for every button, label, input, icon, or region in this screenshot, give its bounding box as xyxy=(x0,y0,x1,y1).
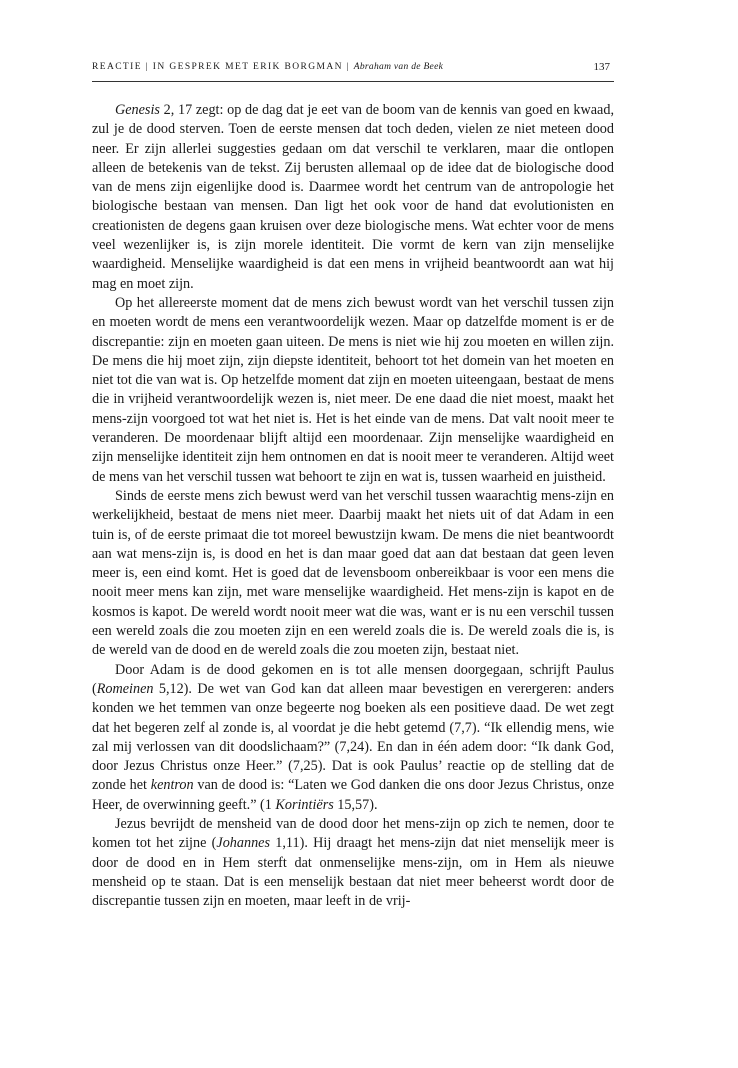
paragraph xyxy=(92,661,614,815)
paragraph xyxy=(92,294,614,487)
text-run: 5,12). De wet van God kan dat alleen maar bevestigen en verergeren: anders konden we het temmen van onze begeerte nog boeken als een positieve daad. De wet zegt dat het begeren zelf al zonde is, al voordat je die hebt getemd (7,7). “Ik ellendig mens, wie zal mij verlossen van dit doodslichaam?” (7,24). En dan in één adem door: “Ik dank God, door Jezus Christus onze Heer.” (7,25). Dat is ook Paulus’ reactie op de stelling dat de zonde het xyxy=(92,680,614,794)
running-head xyxy=(92,62,443,72)
paragraph xyxy=(92,487,614,661)
running-title: REACTIE | IN GESPREK MET ERIK BORGMAN | xyxy=(92,62,350,72)
text-run: 1,11). Hij draagt het mens-zijn dat niet menselijk meer is door de dood en in Hem sterft dat onmenselijke mens-zijn, om in Hem als nieuwe mensheid op te staan. Dat is een menselijk bestaan dat niet meer beheerst wordt door de discrepantie tussen zijn en moeten, maar leeft in de vrij- xyxy=(92,835,614,910)
text-run: 15,57). xyxy=(333,796,378,813)
italic-run: kentron xyxy=(150,777,194,794)
text-run: 2, 17 zegt: op de dag dat je eet van de boom van de kennis van goed en kwaad, zul je de dood sterven. Toen de eerste mensen dat toch deden, vielen ze niet meteen dood neer. Er zijn allerlei suggesties gedaan om dat verschil te verklaren, maar die ontlopen alleen de betekenis van de tekst. Zij berusten allemaal op de idee dat de biologische dood van de mens zijn eigenlijke dood is. Daarmee wordt het centrum van de antropologie het biologische bestaan van mensen. Dan ligt het ook voor de hand dat evolutionisten en creationisten de degens gaan kruisen over deze biologische mens. Wat echter voor de mens veel wezenlijker is, is zijn morele identiteit. Die vormt de kern van zijn menselijke waardigheid. Menselijke waardigheid is dat een mens in vrijheid beantwoordt aan wat hij mag en moet zijn. xyxy=(92,102,614,292)
paragraph xyxy=(92,815,614,911)
page-number: 137 xyxy=(593,61,610,73)
page-header xyxy=(92,62,614,78)
header-rule xyxy=(92,81,614,82)
italic-run: Genesis xyxy=(115,102,160,118)
body-text xyxy=(92,101,614,911)
running-head-author: Abraham van de Beek xyxy=(353,62,444,72)
text-run: Op het allereerste moment dat de mens zich bewust wordt van het verschil tussen zijn en moeten wordt de mens een verantwoordelijk wezen. Maar op datzelfde moment is er de discrepantie: zijn en moeten gaan uiteen. De mens is niet wie hij zou moeten en willen zijn. De mens die hij moet zijn, zijn diepste identiteit, behoort tot het domein van het moeten en niet tot die van wat is. Op hetzelfde moment dat zijn en moeten uiteengaan, bestaat de mens die in vrijheid verantwoordelijk wezen is, niet meer. De ene daad die niet moest, maakt het mens-zijn voorgoed tot wat het niet is. Het is het einde van de mens. Dat valt nooit meer te veranderen. De moordenaar blijft altijd een moordenaar. Zijn menselijke waardigheid en zijn menselijke identiteit zijn hem ontnomen en dat is nooit meer te veranderen. Altijd weet de mens van het verschil tussen wat behoort te zijn en wat is, tussen waarheid en juistheid. xyxy=(92,294,614,485)
text-run: Jezus bevrijdt de mensheid van de dood door het mens-zijn op zich te nemen, door te komen tot het zijne ( xyxy=(92,815,614,852)
text-run: Sinds de eerste mens zich bewust werd van het verschil tussen waarachtig mens-zijn en werkelijkheid, bestaat de mens niet meer. Daarbij maakt het niets uit of dat Adam in een tuin is, of de eerste primaat die tot moreel bewustzijn kwam. De mens die niet beantwoordt aan wat mens-zijn is, is dood en het is dan maar goed dat aan dat bestaan dat geen leven meer is, een eind komt. Het is goed dat de levensboom onbereikbaar is voor een mens die nooit meer mens kan zijn, met ware menselijke waardigheid. Het mens-zijn is kapot en de kosmos is kapot. De wereld wordt nooit meer wat die was, want er is nu een verschil tussen een wereld zoals die zou moeten zijn en een wereld zoals die is. De wereld zoals die is, is de wereld van de dood en de wereld zoals die zou moeten zijn, bestaat niet. xyxy=(92,487,614,659)
italic-run: Korintiërs xyxy=(275,796,334,813)
text-run: van de dood is: “Laten we God danken die ons door Jezus Christus, onze Heer, de overwinning geeft.” (1 xyxy=(92,777,614,813)
paragraph xyxy=(92,101,614,294)
text-run: Door Adam is de dood gekomen en is tot alle mensen doorgegaan, schrijft Paulus ( xyxy=(92,661,614,697)
italic-run: Johannes xyxy=(216,835,270,852)
italic-run: Romeinen xyxy=(96,680,154,697)
